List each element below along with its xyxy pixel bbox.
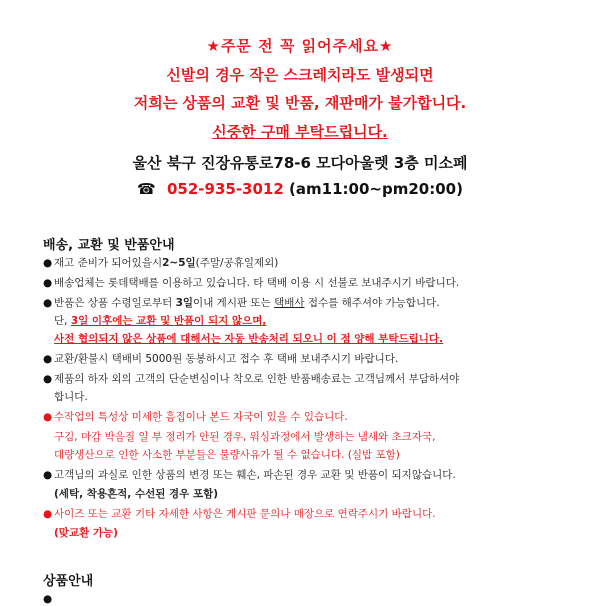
text-bold: 2~5일 <box>162 257 196 269</box>
text: 반품은 상품 수령일로부터 <box>54 297 176 309</box>
bullet-icon: ● <box>43 593 53 605</box>
text: 단, <box>54 315 71 327</box>
text: 재고 준비가 되어있을시 <box>54 257 163 269</box>
phone-icon: ☎ <box>137 180 156 198</box>
text-red: 사전 협의되지 않은 상품에 대해서는 자동 반송처리 되오니 이 점 양해 부탁드립니다. <box>54 333 444 345</box>
text-red: (맞교환 가능) <box>54 527 118 539</box>
shipping-line-handmade <box>43 410 348 424</box>
text: 접수를 해주셔야 가능합니다. <box>304 297 440 309</box>
shipping-line-inquiry <box>43 507 436 521</box>
bullet-icon: ● <box>43 277 53 289</box>
shipping-line-notice-2 <box>54 332 443 346</box>
shipping-line-customer-fee <box>43 372 459 386</box>
text: 제품의 하자 외의 고객의 단순변심이나 착오로 인한 반품배송료는 고객님께서 부담하셔야 <box>54 373 460 385</box>
shipping-section-title: 배송, 교환 및 반품안내 <box>43 238 175 253</box>
warning-line-1: 신발의 경우 작은 스크레치라도 발생되면 <box>166 66 434 84</box>
text-red: 대량생산으로 인한 사소한 부분들은 불량사유가 될 수 없습니다. (실밥 포함) <box>54 449 400 461</box>
shipping-line-carrier <box>43 276 459 290</box>
text-red: 수작업의 특성상 미세한 흠집이나 본드 자국이 있을 수 있습니다. <box>54 411 348 423</box>
text: (주말/공휴일제외) <box>195 257 279 269</box>
text-red: 구김, 마감 박음질 일 부 정리가 안된 경우, 워싱과정에서 발생하는 냄새와 초크자국, <box>54 431 436 443</box>
text: 이내 게시판 또는 <box>193 297 275 309</box>
text-bold: (세탁, 착용흔적, 수선된 경우 포함) <box>54 488 219 500</box>
shipping-line-handmade-3 <box>54 448 400 462</box>
bullet-icon: ● <box>43 353 53 365</box>
text-red: 3일 이후에는 교환 및 반품이 되지 않으며, <box>70 315 267 327</box>
phone-number: 052-935-3012 <box>166 180 284 198</box>
bullet-icon: ● <box>43 469 53 481</box>
shipping-line-handmade-2 <box>54 430 435 444</box>
shipping-line-notice-1 <box>54 314 266 328</box>
warning-line-2: 저희는 상품의 교환 및 반품, 재판매가 불가합니다. <box>133 94 467 112</box>
text-red: 사이즈 또는 교환 기타 자세한 사항은 게시판 문의나 매장으로 연락주시기 바랍니다. <box>54 508 436 520</box>
contact-line <box>0 180 600 198</box>
shipping-line-customer-fee-cont: 합니다. <box>54 391 88 403</box>
business-hours: (am11:00~pm20:00) <box>289 180 463 198</box>
text-underline: 택배사 <box>274 297 305 309</box>
shipping-line-customer-damage <box>43 468 456 482</box>
bullet-icon: ● <box>43 411 53 423</box>
shipping-line-customer-damage-2 <box>54 487 218 501</box>
text: 고객님의 과실로 인한 상품의 변경 또는 훼손, 파손된 경우 교환 및 반품이 되지않습니다. <box>54 469 456 481</box>
bullet-icon: ● <box>43 257 53 269</box>
shipping-line-inquiry-2 <box>54 526 118 540</box>
text: 교환/환불시 택배비 5000원 동봉하시고 접수 후 택배 보내주시기 바랍니다. <box>54 353 399 365</box>
shipping-line-exchange-fee <box>43 352 398 366</box>
text-bold: 3일 <box>175 297 194 309</box>
warning-line-3: 신중한 구매 부탁드립니다. <box>212 123 388 141</box>
shipping-line-stock <box>43 256 278 270</box>
bullet-icon: ● <box>43 297 53 309</box>
product-section-title: 상품안내 <box>43 574 94 589</box>
notice-title: ★주문 전 꼭 읽어주세요★ <box>206 37 394 55</box>
product-line-cut <box>43 592 54 606</box>
shipping-line-return-period <box>43 296 440 310</box>
text: 배송업체는 롯데택배를 이용하고 있습니다. 타 택배 이용 시 선불로 보내주시기 바랍니다. <box>54 277 460 289</box>
store-address: 울산 북구 진장유통로78-6 모다아울렛 3층 미소페 <box>132 154 468 172</box>
bullet-icon: ● <box>43 508 53 520</box>
bullet-icon: ● <box>43 373 53 385</box>
